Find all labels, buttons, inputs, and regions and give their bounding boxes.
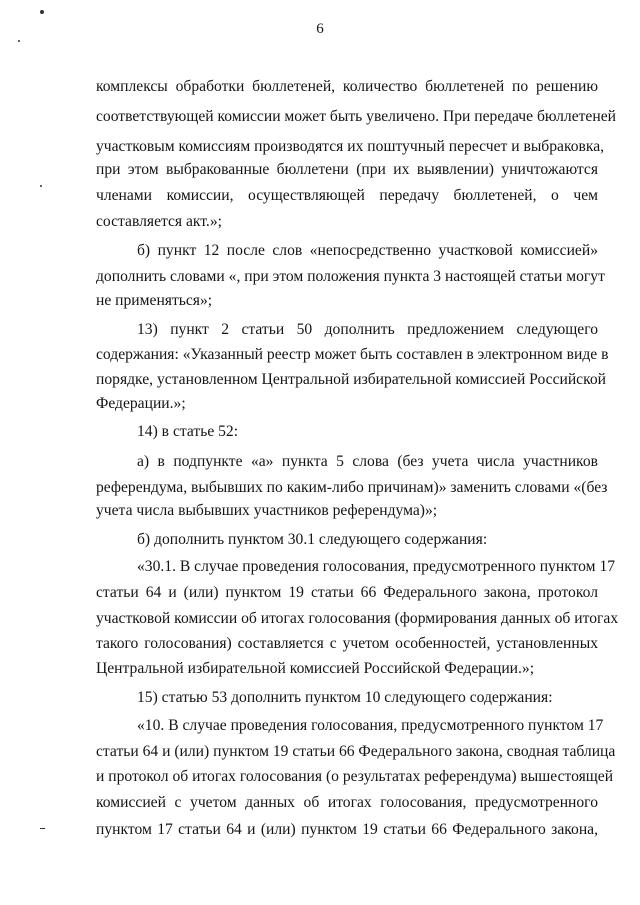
text-line: участковой комиссии об итогах голосования (формирования данных об итогах [96,610,619,627]
text-line: Центральной избирательной комиссией Российской Федерации.»; [96,660,535,677]
text-line: содержания: «Указанный реестр может быть составлен в электронном виде в [96,346,609,363]
text-line: пунктом 17 статьи 64 и (или) пунктом 19 статьи 66 Федерального закона, [96,821,598,838]
text-line: «10. В случае проведения голосования, предусмотренного пунктом 17 [137,717,604,734]
text-line: б) дополнить пунктом 30.1 следующего содержания: [137,531,488,548]
text-line: 15) статью 53 дополнить пунктом 10 следующего содержания: [137,689,553,706]
scan-speck [18,40,20,42]
text-line: порядке, установленном Центральной избирательной комиссией Российской [96,371,607,388]
scan-speck [40,828,45,829]
text-line: составляется акт.»; [96,213,222,230]
text-line: комплексы обработки бюллетеней, количество бюллетеней по решению [96,78,598,95]
text-line: 14) в статье 52: [137,423,239,440]
text-line: участковым комиссиям производятся их поштучный пересчет и выбраковка, [96,138,605,155]
text-line: б) пункт 12 после слов «непосредственно участковой комиссией» [137,242,598,259]
text-line: Федерации.»; [96,395,186,412]
text-line: статьи 64 и (или) пунктом 19 статьи 66 Федерального закона, протокол [96,584,598,601]
text-line: соответствующей комиссии может быть увеличено. При передаче бюллетеней [96,108,616,125]
text-line: учета числа выбывших участников референдума)»; [96,502,438,519]
text-line: при этом выбракованные бюллетени (при их выявлении) уничтожаются [96,161,598,178]
text-line: и протокол об итогах голосования (о результатах референдума) вышестоящей [96,768,614,785]
text-line: не применяться»; [96,292,213,309]
page-number: 6 [316,21,324,37]
text-line: статьи 64 и (или) пунктом 19 статьи 66 Федерального закона, сводная таблица [96,743,616,760]
text-line: комиссией с учетом данных об итогах голосования, предусмотренного [96,794,598,811]
scan-speck [40,10,44,14]
text-line: членами комиссии, осуществляющей передачу бюллетеней, о чем [96,187,598,204]
text-line: дополнить словами «, при этом положения пункта 3 настоящей статьи могут [96,268,605,285]
text-line: а) в подпункте «а» пункта 5 слова (без учета числа участников [137,453,598,470]
text-line: 13) пункт 2 статьи 50 дополнить предложением следующего [137,321,598,338]
text-line: референдума, выбывших по каким-либо причинам)» заменить словами «(без [96,479,608,496]
text-line: «30.1. В случае проведения голосования, предусмотренного пунктом 17 [137,558,616,575]
scan-speck [40,185,42,187]
text-line: такого голосования) составляется с учетом особенностей, установленных [96,635,598,652]
